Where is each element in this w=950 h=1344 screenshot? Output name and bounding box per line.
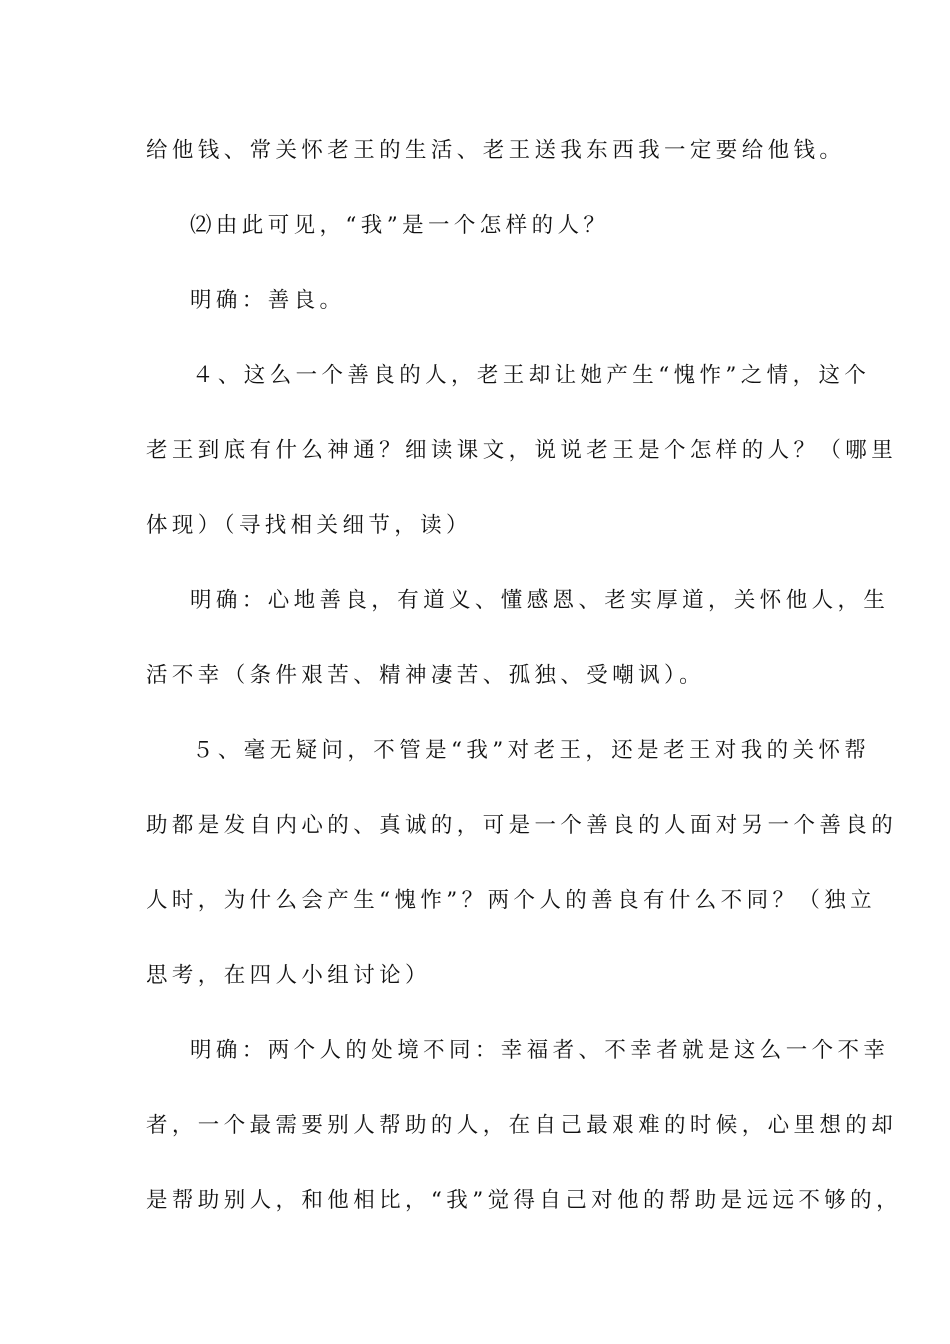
text-line-5: 老王到底有什么神通？细读课文，说说老王是个怎样的人？（哪里 <box>146 438 898 463</box>
text-line-9: ５、毫无疑问，不管是“我”对老王，还是老王对我的关怀帮 <box>192 738 871 763</box>
text-line-12: 思考，在四人小组讨论） <box>146 963 431 988</box>
text-line-6: 体现）（寻找相关细节，读） <box>146 513 472 538</box>
text-line-1: 给他钱、常关怀老王的生活、老王送我东西我一定要给他钱。 <box>146 138 846 163</box>
text-line-13: 明确：两个人的处境不同：幸福者、不幸者就是这么一个不幸 <box>190 1038 890 1063</box>
text-line-2: ⑵由此可见，“我”是一个怎样的人？ <box>190 213 610 238</box>
text-line-7: 明确：心地善良，有道义、懂感恩、老实厚道，关怀他人，生 <box>190 588 890 613</box>
text-line-15: 是帮助别人，和他相比，“我”觉得自己对他的帮助是远远不够的， <box>146 1188 902 1213</box>
text-line-11: 人时，为什么会产生“愧怍”？两个人的善良有什么不同？（独立 <box>146 888 877 913</box>
text-line-3: 明确：善良。 <box>190 288 346 313</box>
text-line-8: 活不幸（条件艰苦、精神凄苦、孤独、受嘲讽）。 <box>146 663 706 688</box>
text-line-4: ４、这么一个善良的人，老王却让她产生“愧怍”之情，这个 <box>192 363 871 388</box>
text-line-10: 助都是发自内心的、真诚的，可是一个善良的人面对另一个善良的 <box>146 813 898 838</box>
text-line-14: 者，一个最需要别人帮助的人，在自己最艰难的时候，心里想的却 <box>146 1113 898 1138</box>
